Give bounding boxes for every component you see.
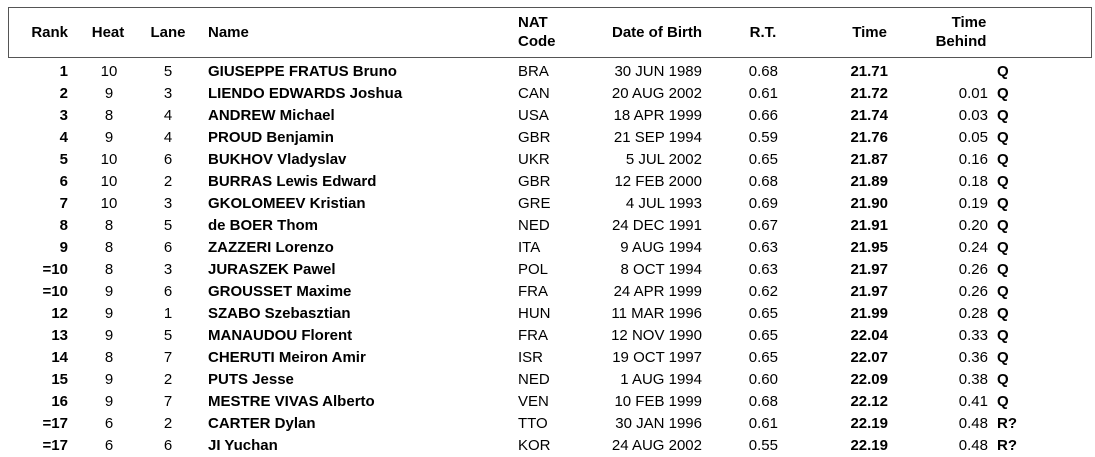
nat-code-cell: GRE <box>518 195 551 212</box>
time-cell: 21.74 <box>850 107 888 124</box>
time-behind-cell: 0.48 <box>958 437 988 454</box>
date-of-birth-cell: 4 JUL 1993 <box>625 195 702 212</box>
reaction-time-cell: 0.61 <box>748 85 778 102</box>
time-behind-cell: 0.16 <box>958 151 988 168</box>
name-cell: MANAUDOU Florent <box>208 327 353 344</box>
lane-cell: 4 <box>163 107 173 124</box>
heat-cell: 8 <box>104 261 114 278</box>
lane-cell: 5 <box>163 217 173 234</box>
time-behind-cell: 0.28 <box>958 305 988 322</box>
lane-cell: 6 <box>163 239 173 256</box>
table-row <box>0 61 1095 83</box>
date-of-birth-cell: 19 OCT 1997 <box>612 349 702 366</box>
lane-cell: 3 <box>163 85 173 102</box>
table-row <box>0 303 1095 325</box>
lane-cell: 1 <box>163 305 173 322</box>
time-behind-cell: 0.38 <box>958 371 988 388</box>
lane-cell: 7 <box>163 393 173 410</box>
heat-cell: 10 <box>100 151 118 168</box>
time-cell: 21.95 <box>850 239 888 256</box>
rank-cell: 1 <box>59 63 68 80</box>
rank-cell: 15 <box>51 371 68 388</box>
time-cell: 22.19 <box>850 415 888 432</box>
time-cell: 21.76 <box>850 129 888 146</box>
rank-cell: 5 <box>59 151 68 168</box>
reaction-time-cell: 0.59 <box>748 129 778 146</box>
reaction-time-cell: 0.68 <box>748 173 778 190</box>
time-cell: 21.97 <box>850 283 888 300</box>
heat-cell: 9 <box>104 129 114 146</box>
heat-cell: 6 <box>104 415 114 432</box>
rank-cell: 12 <box>51 305 68 322</box>
qualification-cell: Q <box>997 63 1009 80</box>
name-cell: LIENDO EDWARDS Joshua <box>208 85 403 102</box>
time-behind-cell: 0.20 <box>958 217 988 234</box>
nat-code-cell: ITA <box>518 239 541 256</box>
nat-code-cell: NED <box>518 371 550 388</box>
reaction-time-cell: 0.61 <box>748 415 778 432</box>
lane-cell: 7 <box>163 349 173 366</box>
time-behind-cell: 0.26 <box>958 283 988 300</box>
time-behind-cell: 0.19 <box>958 195 988 212</box>
table-row <box>0 391 1095 413</box>
name-cell: GKOLOMEEV Kristian <box>208 195 366 212</box>
heat-cell: 9 <box>104 393 114 410</box>
rank-cell: 13 <box>51 327 68 344</box>
name-cell: CARTER Dylan <box>208 415 316 432</box>
time-cell: 21.90 <box>850 195 888 212</box>
qualification-cell: Q <box>997 305 1009 322</box>
heat-cell: 9 <box>104 371 114 388</box>
qualification-cell: Q <box>997 173 1009 190</box>
header-time: Time <box>852 24 887 41</box>
header-date-of-birth: Date of Birth <box>612 24 702 41</box>
date-of-birth-cell: 24 DEC 1991 <box>611 217 702 234</box>
qualification-cell: Q <box>997 151 1009 168</box>
date-of-birth-cell: 20 AUG 2002 <box>611 85 702 102</box>
qualification-cell: Q <box>997 393 1009 410</box>
time-behind-cell: 0.41 <box>958 393 988 410</box>
qualification-cell: Q <box>997 107 1009 124</box>
date-of-birth-cell: 12 NOV 1990 <box>611 327 702 344</box>
qualification-cell: Q <box>997 195 1009 212</box>
reaction-time-cell: 0.67 <box>748 217 778 234</box>
rank-cell: 9 <box>59 239 68 256</box>
time-cell: 21.91 <box>850 217 888 234</box>
nat-code-cell: TTO <box>518 415 548 432</box>
qualification-cell: Q <box>997 283 1009 300</box>
nat-code-cell: VEN <box>518 393 549 410</box>
heat-cell: 9 <box>104 85 114 102</box>
date-of-birth-cell: 18 APR 1999 <box>613 107 702 124</box>
heat-cell: 9 <box>104 283 114 300</box>
lane-cell: 6 <box>163 151 173 168</box>
qualification-cell: Q <box>997 371 1009 388</box>
nat-code-cell: ISR <box>518 349 544 366</box>
lane-cell: 6 <box>163 283 173 300</box>
time-behind-cell: 0.26 <box>958 261 988 278</box>
reaction-time-cell: 0.65 <box>748 349 778 366</box>
rank-cell: 8 <box>59 217 68 234</box>
qualification-cell: Q <box>997 217 1009 234</box>
heat-cell: 10 <box>100 63 118 80</box>
name-cell: GIUSEPPE FRATUS Bruno <box>208 63 397 80</box>
time-cell: 22.12 <box>850 393 888 410</box>
heat-cell: 8 <box>104 107 114 124</box>
table-row <box>0 237 1095 259</box>
qualification-cell: Q <box>997 327 1009 344</box>
rank-cell: 6 <box>59 173 68 190</box>
rank-cell: =10 <box>42 283 68 300</box>
lane-cell: 4 <box>163 129 173 146</box>
name-cell: MESTRE VIVAS Alberto <box>208 393 375 410</box>
table-row <box>0 83 1095 105</box>
nat-code-cell: GBR <box>518 129 551 146</box>
time-cell: 21.87 <box>850 151 888 168</box>
table-row <box>0 127 1095 149</box>
table-row <box>0 347 1095 369</box>
header-name: Name <box>208 24 249 41</box>
heat-cell: 8 <box>104 217 114 234</box>
lane-cell: 5 <box>163 63 173 80</box>
header-time-behind-line2: Behind <box>935 33 987 50</box>
time-cell: 22.09 <box>850 371 888 388</box>
nat-code-cell: HUN <box>518 305 551 322</box>
time-cell: 21.97 <box>850 261 888 278</box>
header-nat-line2: Code <box>518 33 556 50</box>
time-behind-cell: 0.33 <box>958 327 988 344</box>
qualification-cell: Q <box>997 239 1009 256</box>
heat-cell: 8 <box>104 239 114 256</box>
time-cell: 21.99 <box>850 305 888 322</box>
rank-cell: 3 <box>59 107 68 124</box>
time-behind-cell <box>930 61 988 83</box>
date-of-birth-cell: 30 JUN 1989 <box>614 63 702 80</box>
table-row <box>0 259 1095 281</box>
nat-code-cell: BRA <box>518 63 549 80</box>
date-of-birth-cell: 24 APR 1999 <box>613 283 702 300</box>
heat-cell: 9 <box>104 327 114 344</box>
heat-cell: 10 <box>100 173 118 190</box>
table-row <box>0 435 1095 457</box>
date-of-birth-cell: 8 OCT 1994 <box>620 261 702 278</box>
qualification-cell: Q <box>997 129 1009 146</box>
nat-code-cell: UKR <box>518 151 550 168</box>
name-cell: de BOER Thom <box>208 217 319 234</box>
time-cell: 21.71 <box>850 63 888 80</box>
date-of-birth-cell: 1 AUG 1994 <box>620 371 702 388</box>
table-row <box>0 215 1095 237</box>
name-cell: JURASZEK Pawel <box>208 261 336 278</box>
time-behind-cell: 0.03 <box>958 107 988 124</box>
nat-code-cell: POL <box>518 261 549 278</box>
reaction-time-cell: 0.62 <box>748 283 778 300</box>
time-cell: 22.19 <box>850 437 888 454</box>
qualification-cell: Q <box>997 349 1009 366</box>
rank-cell: =10 <box>42 261 68 278</box>
time-behind-cell: 0.18 <box>958 173 988 190</box>
time-behind-cell: 0.24 <box>958 239 988 256</box>
name-cell: ANDREW Michael <box>208 107 335 124</box>
name-cell: CHERUTI Meiron Amir <box>208 349 366 366</box>
nat-code-cell: KOR <box>518 437 551 454</box>
lane-cell: 5 <box>163 327 173 344</box>
reaction-time-cell: 0.65 <box>748 151 778 168</box>
lane-cell: 3 <box>163 195 173 212</box>
table-row <box>0 193 1095 215</box>
time-behind-cell: 0.05 <box>958 129 988 146</box>
time-behind-cell: 0.36 <box>958 349 988 366</box>
heat-cell: 9 <box>104 305 114 322</box>
heat-cell: 6 <box>104 437 114 454</box>
heat-cell: 8 <box>104 349 114 366</box>
reaction-time-cell: 0.63 <box>748 239 778 256</box>
rank-cell: 14 <box>51 349 68 366</box>
reaction-time-cell: 0.55 <box>748 437 778 454</box>
time-cell: 21.72 <box>850 85 888 102</box>
name-cell: PUTS Jesse <box>208 371 294 388</box>
reaction-time-cell: 0.68 <box>748 393 778 410</box>
nat-code-cell: GBR <box>518 173 551 190</box>
time-cell: 21.89 <box>850 173 888 190</box>
header-reaction-time: R.T. <box>749 24 777 41</box>
reaction-time-cell: 0.63 <box>748 261 778 278</box>
header-lane: Lane <box>150 24 186 41</box>
lane-cell: 2 <box>163 415 173 432</box>
table-row <box>0 413 1095 435</box>
lane-cell: 3 <box>163 261 173 278</box>
rank-cell: 16 <box>51 393 68 410</box>
qualification-cell: R? <box>997 415 1017 432</box>
name-cell: BUKHOV Vladyslav <box>208 151 347 168</box>
date-of-birth-cell: 11 MAR 1996 <box>611 305 702 322</box>
reaction-time-cell: 0.68 <box>748 63 778 80</box>
rank-cell: =17 <box>42 437 68 454</box>
date-of-birth-cell: 30 JAN 1996 <box>615 415 702 432</box>
nat-code-cell: FRA <box>518 283 548 300</box>
name-cell: BURRAS Lewis Edward <box>208 173 377 190</box>
table-row <box>0 171 1095 193</box>
qualification-cell: Q <box>997 85 1009 102</box>
date-of-birth-cell: 10 FEB 1999 <box>614 393 702 410</box>
rank-cell: 2 <box>59 85 68 102</box>
nat-code-cell: USA <box>518 107 549 124</box>
rank-cell: =17 <box>42 415 68 432</box>
reaction-time-cell: 0.69 <box>748 195 778 212</box>
header-time-behind-line1: Time <box>951 14 987 31</box>
time-cell: 22.04 <box>850 327 888 344</box>
table-row <box>0 281 1095 303</box>
date-of-birth-cell: 9 AUG 1994 <box>620 239 702 256</box>
table-row <box>0 149 1095 171</box>
name-cell: PROUD Benjamin <box>208 129 334 146</box>
name-cell: SZABO Szebasztian <box>208 305 351 322</box>
table-row <box>0 325 1095 347</box>
name-cell: GROUSSET Maxime <box>208 283 352 300</box>
heat-cell: 10 <box>100 195 118 212</box>
reaction-time-cell: 0.66 <box>748 107 778 124</box>
header-rank: Rank <box>31 24 68 41</box>
date-of-birth-cell: 24 AUG 2002 <box>611 437 702 454</box>
name-cell: JI Yuchan <box>208 437 278 454</box>
lane-cell: 6 <box>163 437 173 454</box>
reaction-time-cell: 0.65 <box>748 327 778 344</box>
time-cell: 22.07 <box>850 349 888 366</box>
table-row <box>0 105 1095 127</box>
nat-code-cell: FRA <box>518 327 548 344</box>
nat-code-cell: NED <box>518 217 550 234</box>
date-of-birth-cell: 5 JUL 2002 <box>625 151 702 168</box>
date-of-birth-cell: 21 SEP 1994 <box>613 129 702 146</box>
rank-cell: 4 <box>59 129 68 146</box>
time-behind-cell: 0.01 <box>958 85 988 102</box>
qualification-cell: R? <box>997 437 1017 454</box>
qualification-cell: Q <box>997 261 1009 278</box>
rank-cell: 7 <box>59 195 68 212</box>
name-cell: ZAZZERI Lorenzo <box>208 239 334 256</box>
header-heat: Heat <box>91 24 125 41</box>
time-behind-cell: 0.48 <box>958 415 988 432</box>
date-of-birth-cell: 12 FEB 2000 <box>614 173 702 190</box>
reaction-time-cell: 0.65 <box>748 305 778 322</box>
lane-cell: 2 <box>163 371 173 388</box>
reaction-time-cell: 0.60 <box>748 371 778 388</box>
header-nat-line1: NAT <box>518 14 548 31</box>
table-row <box>0 369 1095 391</box>
lane-cell: 2 <box>163 173 173 190</box>
nat-code-cell: CAN <box>518 85 550 102</box>
